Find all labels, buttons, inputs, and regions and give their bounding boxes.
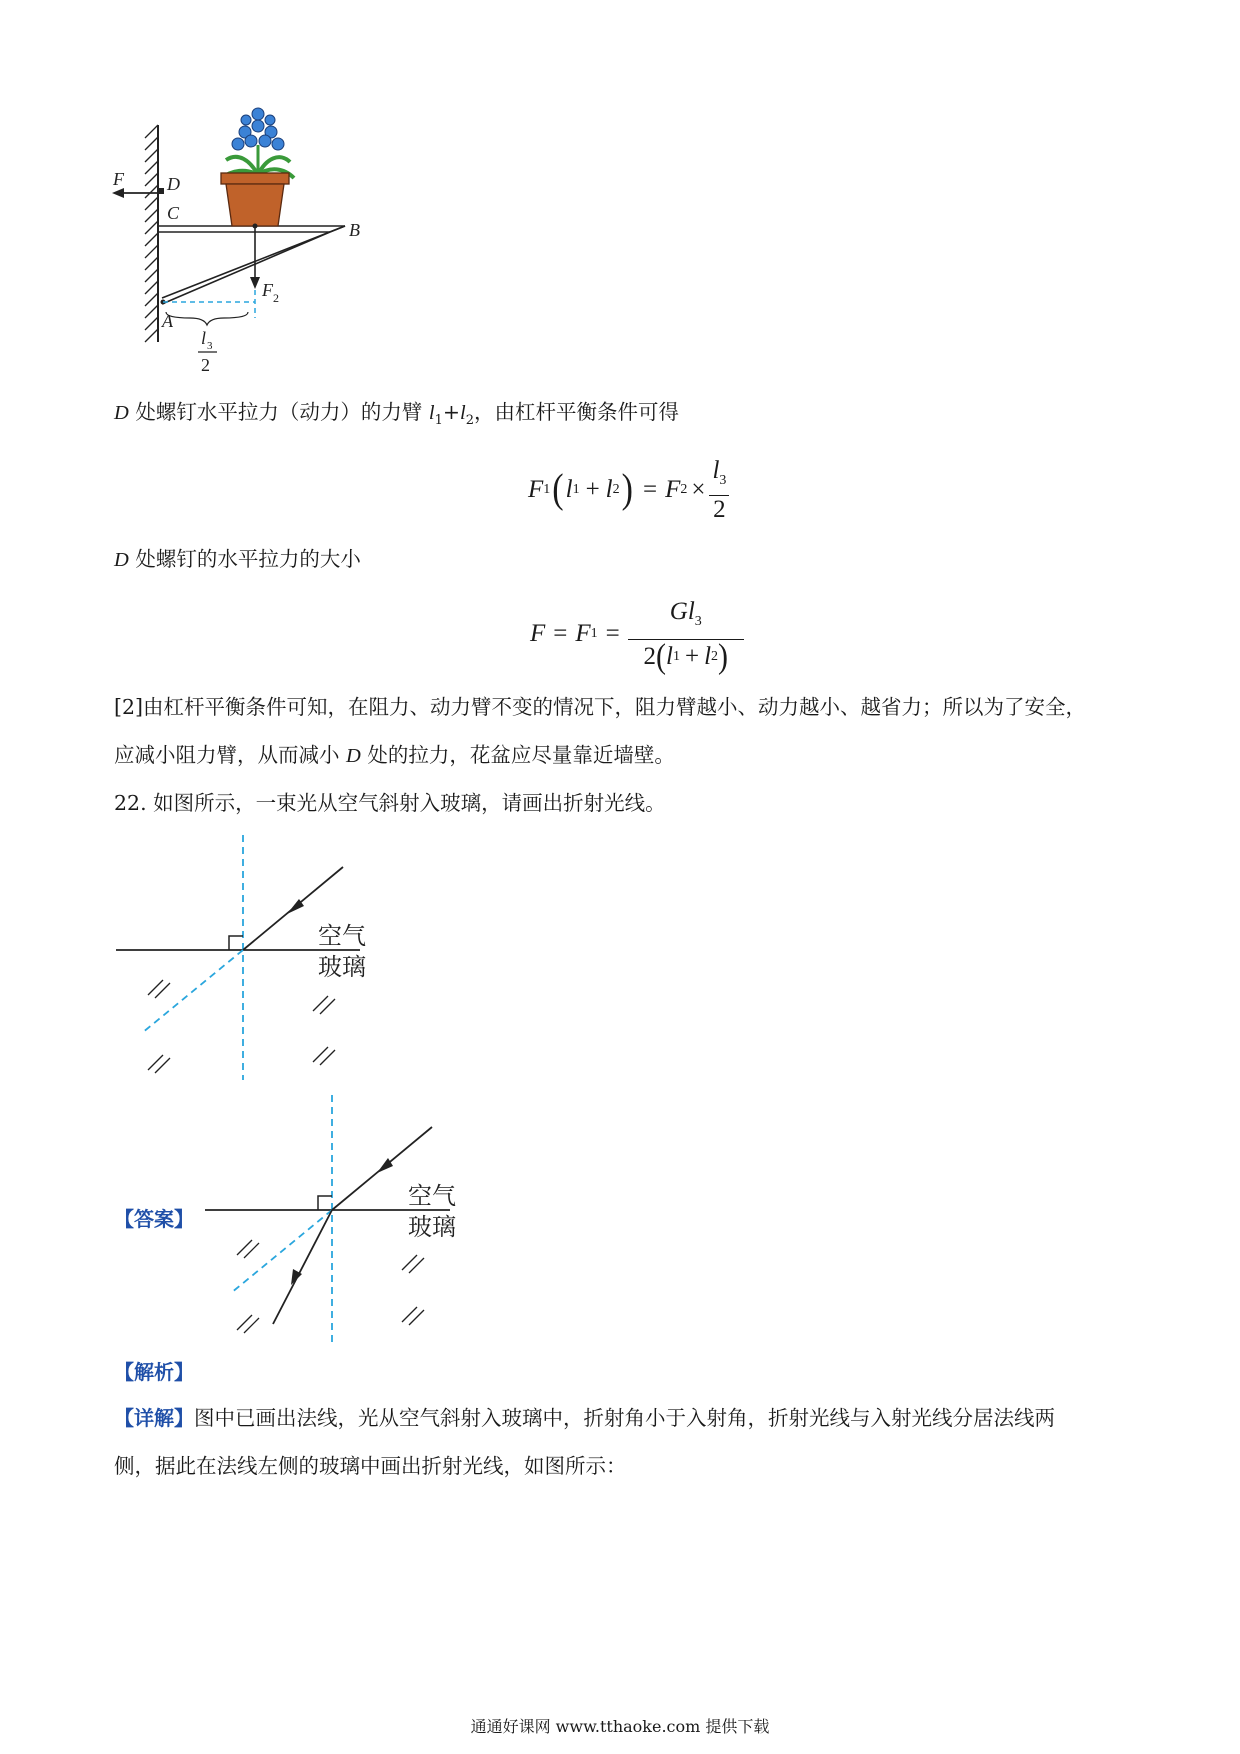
detail-tag: 【详解】 [114,1406,194,1430]
label-f2: F [262,280,273,300]
eq1-equals: = [642,476,658,503]
label-l3: l [201,328,207,348]
footer-source: 通通好课网 www.tthaoke.com 提供下载 [470,1717,770,1736]
detail-line2: 侧，据此在法线左侧的玻璃中画出折射光线，如图所示： [114,1454,627,1478]
eq2-num-l: l [687,597,695,625]
eq2-den-rparen: ) [718,636,729,675]
eq2-num-g: G [669,597,688,625]
force-f-arrowhead [112,188,124,198]
label-c: C [167,203,180,223]
label-b: B [349,220,360,240]
screw-d [158,188,164,194]
question-22: 22. 如图所示，一束光从空气斜射入玻璃，请画出折射光线。 [114,791,666,815]
l2: l [460,402,466,424]
eq1-l1-sub: 1 [572,482,580,497]
eq2-den-l1: l [666,642,673,670]
eq2-equals-1: = [553,620,568,647]
force-f2-arrowhead [250,277,260,289]
light-answer-figure [200,1090,470,1350]
label-f2-sub: 2 [273,291,279,305]
shelf-lever-figure [100,98,380,380]
shelf-brace-lower [162,232,330,304]
light-question-figure [110,830,380,1090]
detail-text: 图中已画出法线，光从空气斜射入玻璃中，折射角小于入射角，折射光线与入射光线分居法线两 [194,1406,1055,1430]
eq1-num-sub: 3 [719,472,727,488]
glass-hatching [237,1240,424,1333]
eq2-num-sub: 3 [694,613,702,629]
answer-tag: 【答案】 [114,1207,194,1231]
paragraph-text: 处螺钉水平拉力（动力）的力臂 [128,400,429,424]
eq1-f2: F [665,476,681,503]
line2-part-a: 应减小阻力臂，从而减小 [114,743,347,767]
paragraph-pull-force [114,545,361,574]
incident-extension-dashed [231,1210,332,1293]
paragraph-conclusion-line2 [114,741,675,770]
right-angle-mark [318,1196,332,1210]
eq2-den-l2: l [704,642,712,670]
eq1-num-l3: l [712,456,720,484]
label-air: 空气 [318,922,366,950]
wall-hatching [145,125,158,342]
eq1-f: F [528,476,544,503]
eq2-f1-sub: 1 [590,626,598,641]
brace-symbol [166,312,248,325]
label-f: F [113,169,124,189]
eq1-times: × [691,476,706,503]
eq2-f1: F [575,620,591,647]
paragraph-conclusion-line1: [2]由杠杆平衡条件可知，在阻力、动力臂不变的情况下，阻力臂越小、动力越小、越省力；所以为了安全， [114,695,1087,719]
eq1-f2-sub: 2 [680,482,688,497]
l1-sub: 1 [434,413,443,429]
eq1-lparen: ( [552,467,564,512]
plus: + [442,400,461,424]
label-glass: 玻璃 [318,953,366,981]
eq2-equals-2: = [605,620,620,647]
eq2-f: F [530,620,546,647]
eq1-rparen: ) [621,467,633,512]
incident-extension-dashed [142,950,243,1033]
equation-balance [528,458,729,522]
label-two: 2 [201,355,210,375]
eq2-den-l1-sub: 1 [672,648,680,664]
point-d: D [114,402,129,424]
refracted-ray [273,1210,332,1324]
eq1-fraction [709,457,729,524]
flower-plant [222,108,294,178]
l2-sub: 2 [465,413,475,429]
eq1-l2-sub: 2 [612,482,620,497]
eq2-den-l2-sub: 2 [711,648,719,664]
label-air: 空气 [408,1182,456,1210]
detail-line1 [114,1404,1055,1432]
eq2-fraction [628,595,744,674]
eq1-sub1: 1 [543,482,551,497]
label-a: A [162,311,173,331]
label-d: D [167,174,180,194]
eq1-l1: l [565,476,573,503]
eq1-den: 2 [713,495,726,523]
line2-part-b: 处的拉力，花盆应尽量靠近墙壁。 [360,743,675,767]
point-d: D [114,549,129,571]
right-angle-mark [229,936,243,950]
label-l3-sub: 3 [207,340,213,352]
label-glass: 玻璃 [408,1213,456,1241]
eq1-l2: l [605,476,613,503]
eq2-den-2: 2 [643,642,657,670]
paragraph-text: 处螺钉的水平拉力的大小 [128,547,361,571]
glass-hatching [148,980,335,1073]
paragraph-lever-arm [114,398,679,435]
paragraph-tail: ，由杠杆平衡条件可得 [474,400,680,424]
eq1-plus: + [585,476,600,503]
point-d: D [346,745,361,767]
eq2-den-lparen: ( [656,636,667,675]
l1: l [428,402,435,424]
flower-pot [221,173,289,226]
equation-force [530,595,744,673]
analysis-tag: 【解析】 [114,1360,194,1384]
eq2-den-plus: + [684,642,700,670]
